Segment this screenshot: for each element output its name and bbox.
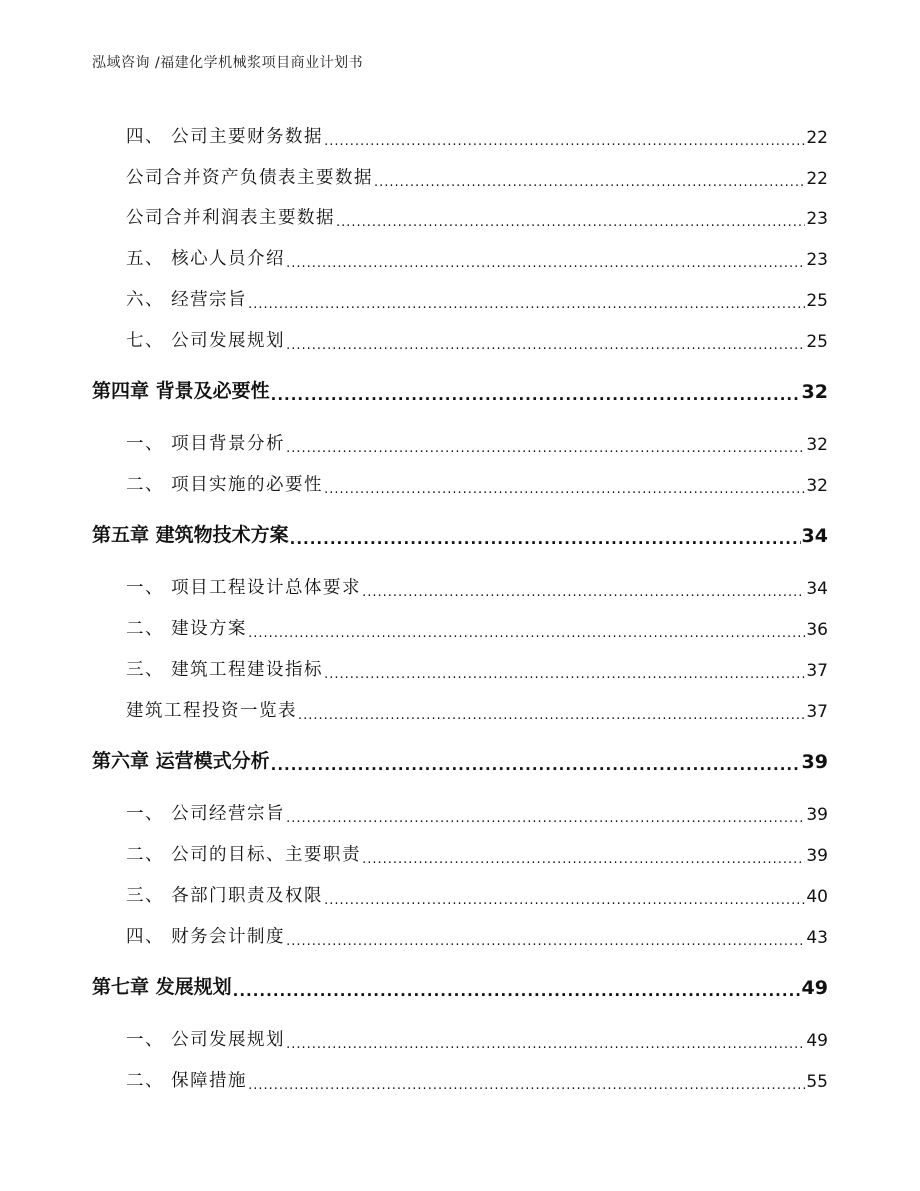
toc-entry-title: 三、 建筑工程建设指标 <box>126 660 324 680</box>
toc-entry[interactable] <box>126 616 828 640</box>
toc-entry-page: 22 <box>806 169 828 189</box>
toc-entry-title: 一、 项目工程设计总体要求 <box>126 578 362 598</box>
dot-leader <box>336 216 805 229</box>
toc-chapter-title: 第六章 运营模式分析 <box>92 750 270 772</box>
toc-entry[interactable] <box>126 472 828 496</box>
dot-leader <box>324 483 805 496</box>
toc-entry-title: 建筑工程投资一览表 <box>126 701 297 721</box>
toc-chapter-page: 32 <box>801 381 828 403</box>
toc-chapter[interactable] <box>92 377 828 403</box>
toc-entry[interactable] <box>126 801 828 825</box>
toc-entry-page: 25 <box>806 291 828 311</box>
toc-entry[interactable] <box>126 124 828 148</box>
dot-leader <box>248 627 805 640</box>
toc-entry-page: 34 <box>806 579 828 599</box>
dot-leader <box>233 984 801 999</box>
toc-entry-page: 43 <box>806 928 828 948</box>
toc-entry[interactable] <box>126 842 828 866</box>
toc-entry-page: 32 <box>806 435 828 455</box>
toc-chapter[interactable] <box>92 973 828 999</box>
toc-entry-page: 23 <box>806 250 828 270</box>
toc-entry[interactable] <box>126 246 828 270</box>
dot-leader <box>290 532 801 547</box>
dot-leader <box>362 586 805 599</box>
toc-chapter[interactable] <box>92 747 828 773</box>
toc-entry[interactable] <box>126 287 828 311</box>
toc-entry-title: 二、 项目实施的必要性 <box>126 475 324 495</box>
toc-chapter-title: 第四章 背景及必要性 <box>92 380 270 402</box>
toc-entry-title: 四、 公司主要财务数据 <box>126 127 324 147</box>
toc-entry-title: 六、 经营宗旨 <box>126 290 248 310</box>
toc-entry-title: 公司合并利润表主要数据 <box>126 208 335 228</box>
toc-entry-title: 一、 公司发展规划 <box>126 1030 286 1050</box>
dot-leader <box>374 176 805 189</box>
toc-entry-page: 36 <box>806 620 828 640</box>
toc-entry-title: 二、 保障措施 <box>126 1071 248 1091</box>
dot-leader <box>286 442 805 455</box>
toc-entry-title: 三、 各部门职责及权限 <box>126 886 324 906</box>
toc-entry-title: 一、 项目背景分析 <box>126 434 286 454</box>
toc-chapter-title: 第五章 建筑物技术方案 <box>92 524 289 546</box>
running-header: 泓域咨询 /福建化学机械浆项目商业计划书 <box>92 55 364 71</box>
toc-entry-page: 39 <box>806 805 828 825</box>
toc-chapter-page: 39 <box>801 751 828 773</box>
toc-chapter-page: 34 <box>801 525 828 547</box>
toc-entry[interactable] <box>126 165 828 189</box>
toc-entry-page: 25 <box>806 332 828 352</box>
dot-leader <box>298 709 805 722</box>
toc-entry-page: 23 <box>806 209 828 229</box>
toc-entry-page: 22 <box>806 128 828 148</box>
dot-leader <box>271 758 801 773</box>
dot-leader <box>324 135 805 148</box>
dot-leader <box>286 935 805 948</box>
toc-entry-title: 五、 核心人员介绍 <box>126 249 286 269</box>
toc-entry[interactable] <box>126 883 828 907</box>
toc-entry-title: 一、 公司经营宗旨 <box>126 804 286 824</box>
dot-leader <box>324 894 805 907</box>
dot-leader <box>286 339 805 352</box>
dot-leader <box>324 668 805 681</box>
toc-entry[interactable] <box>126 328 828 352</box>
dot-leader <box>271 388 801 403</box>
toc-chapter-page: 49 <box>801 977 828 999</box>
toc-entry[interactable] <box>126 657 828 681</box>
toc-entry-title: 七、 公司发展规划 <box>126 331 286 351</box>
toc-entry[interactable] <box>126 1068 828 1092</box>
dot-leader <box>286 812 805 825</box>
toc-chapter-title: 第七章 发展规划 <box>92 976 232 998</box>
toc-entry-title: 二、 公司的目标、主要职责 <box>126 845 362 865</box>
toc-entry[interactable] <box>126 205 828 229</box>
toc-entry-page: 39 <box>806 846 828 866</box>
toc-entry[interactable] <box>126 575 828 599</box>
toc-entry-title: 四、 财务会计制度 <box>126 927 286 947</box>
toc-entry-page: 40 <box>806 887 828 907</box>
toc-entry-page: 37 <box>806 661 828 681</box>
dot-leader <box>286 1038 805 1051</box>
dot-leader <box>248 298 805 311</box>
toc-entry[interactable] <box>126 924 828 948</box>
toc-entry-title: 公司合并资产负债表主要数据 <box>126 168 373 188</box>
dot-leader <box>362 853 805 866</box>
toc-entry-title: 二、 建设方案 <box>126 619 248 639</box>
toc-entry[interactable] <box>126 431 828 455</box>
toc-chapter[interactable] <box>92 521 828 547</box>
toc-entry-page: 55 <box>806 1072 828 1092</box>
toc-entry-page: 37 <box>806 702 828 722</box>
toc-entry[interactable] <box>126 1027 828 1051</box>
toc-entry-page: 49 <box>806 1031 828 1051</box>
toc-entry[interactable] <box>126 698 828 722</box>
dot-leader <box>286 257 805 270</box>
toc-entry-page: 32 <box>806 476 828 496</box>
dot-leader <box>248 1079 805 1092</box>
